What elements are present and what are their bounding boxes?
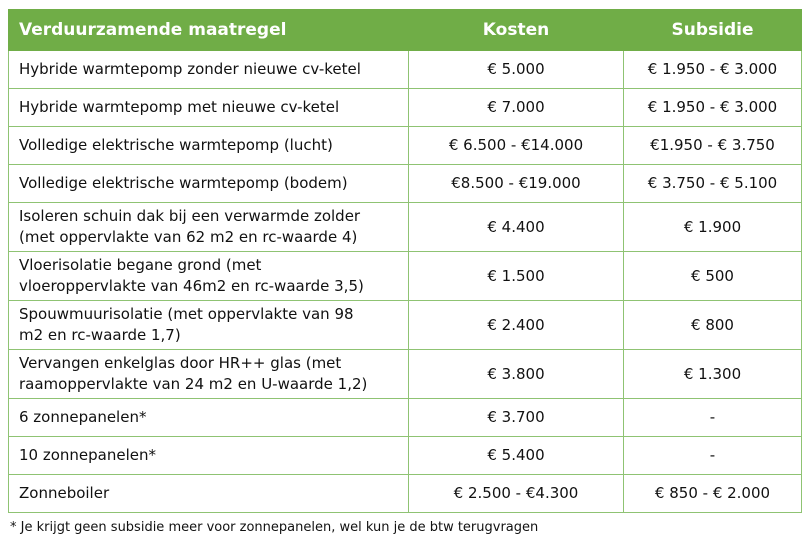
measure-cell	[9, 51, 409, 89]
measure-cell	[9, 475, 409, 513]
measure-line: raamoppervlakte van 24 m2 en U-waarde 1,2)	[19, 375, 368, 393]
subsidy-cell: € 800	[624, 301, 802, 350]
cost-cell: € 7.000	[409, 89, 624, 127]
cost-cell: € 3.800	[409, 350, 624, 399]
measure-line: Spouwmuurisolatie (met oppervlakte van 98	[19, 305, 354, 323]
measure-line: Isoleren schuin dak bij een verwarmde zolder	[19, 207, 361, 225]
table-row	[9, 89, 802, 127]
footnote: * Je krijgt geen subsidie meer voor zonnepanelen, wel kun je de btw terugvragen	[10, 520, 539, 535]
cost-cell: € 3.700	[409, 399, 624, 437]
measure-line: Hybride warmtepomp zonder nieuwe cv-ketel	[19, 60, 361, 78]
cost-cell: € 5.000	[409, 51, 624, 89]
table-row	[9, 127, 802, 165]
measure-line: m2 en rc-waarde 1,7)	[19, 326, 181, 344]
measure-line: Hybride warmtepomp met nieuwe cv-ketel	[19, 98, 340, 116]
table-row	[9, 165, 802, 203]
cost-cell: €8.500 - €19.000	[409, 165, 624, 203]
measure-cell	[9, 437, 409, 475]
header-row	[9, 10, 802, 51]
subsidy-cell: € 3.750 - € 5.100	[624, 165, 802, 203]
header-subsidy: Subsidie	[624, 10, 802, 51]
measure-line: Volledige elektrische warmtepomp (bodem)	[19, 174, 348, 192]
table-row	[9, 301, 802, 350]
subsidy-cell: € 1.950 - € 3.000	[624, 89, 802, 127]
measure-line: Vloerisolatie begane grond (met	[19, 256, 262, 274]
measure-line: 10 zonnepanelen*	[19, 446, 156, 464]
subsidy-cell: € 850 - € 2.000	[624, 475, 802, 513]
measure-cell	[9, 203, 409, 252]
subsidy-cell: € 1.900	[624, 203, 802, 252]
measure-cell	[9, 350, 409, 399]
measure-cell	[9, 301, 409, 350]
subsidy-cell: € 1.300	[624, 350, 802, 399]
measure-cell	[9, 89, 409, 127]
subsidy-cell: -	[624, 437, 802, 475]
table-row	[9, 399, 802, 437]
cost-cell: € 4.400	[409, 203, 624, 252]
measure-line: 6 zonnepanelen*	[19, 408, 147, 426]
measure-cell	[9, 252, 409, 301]
subsidy-cell: € 500	[624, 252, 802, 301]
table-row	[9, 51, 802, 89]
table-row	[9, 203, 802, 252]
measure-cell	[9, 399, 409, 437]
subsidy-cell: € 1.950 - € 3.000	[624, 51, 802, 89]
measures-table	[8, 9, 802, 513]
table-row	[9, 252, 802, 301]
measure-line: Volledige elektrische warmtepomp (lucht)	[19, 136, 333, 154]
subsidy-cell: €1.950 - € 3.750	[624, 127, 802, 165]
cost-cell: € 1.500	[409, 252, 624, 301]
subsidy-cell: -	[624, 399, 802, 437]
cost-cell: € 2.400	[409, 301, 624, 350]
measure-line: Zonneboiler	[19, 484, 110, 502]
header-cost: Kosten	[409, 10, 624, 51]
table-row	[9, 475, 802, 513]
cost-cell: € 6.500 - €14.000	[409, 127, 624, 165]
table-row	[9, 350, 802, 399]
measure-cell	[9, 127, 409, 165]
measure-line: Vervangen enkelglas door HR++ glas (met	[19, 354, 342, 372]
cost-cell: € 2.500 - €4.300	[409, 475, 624, 513]
measure-line: vloeroppervlakte van 46m2 en rc-waarde 3,5)	[19, 277, 364, 295]
header-measure: Verduurzamende maatregel	[9, 10, 409, 51]
cost-cell: € 5.400	[409, 437, 624, 475]
table-row	[9, 437, 802, 475]
measure-cell	[9, 165, 409, 203]
measure-line: (met oppervlakte van 62 m2 en rc-waarde 4)	[19, 228, 358, 246]
